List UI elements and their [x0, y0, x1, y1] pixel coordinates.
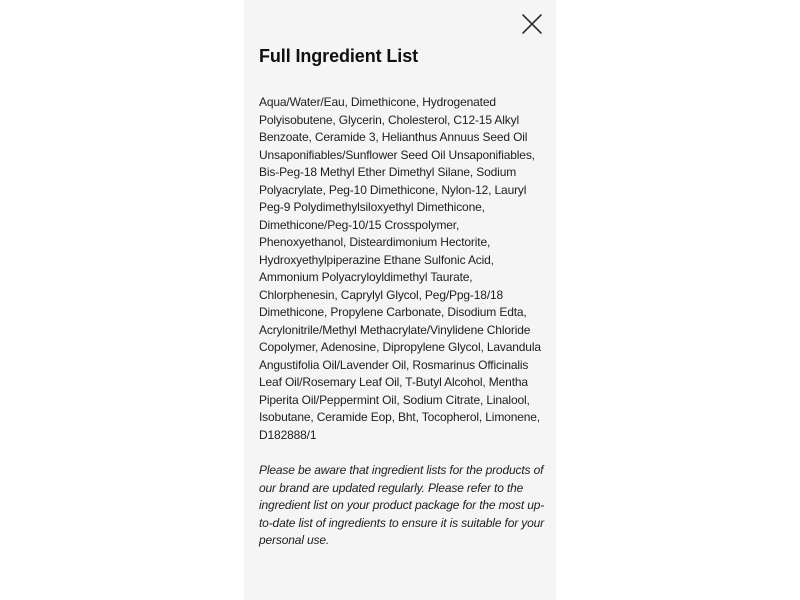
disclaimer-text: Please be aware that ingredient lists for the products of our brand are updated regularly. Please refer to the ingredient list on your product package for the most up-to-date list of ingredients to ensure it is suitable for your personal use. — [259, 463, 545, 547]
close-icon — [520, 12, 544, 36]
modal-title: Full Ingredient List — [259, 46, 418, 66]
ingredients-text: Aqua/Water/Eau, Dimethicone, Hydrogenated Polyisobutene, Glycerin, Cholesterol, C12-15 Alkyl Benzoate, Ceramide 3, Helianthus Annuus Seed Oil Unsaponifiables/Sunflower Seed Oil Unsaponifiables, Bis-Peg-18 Methyl Ether Dimethyl Silane, Sodium Polyacrylate, Peg-10 Dimethicone, Nylon-12, Lauryl Peg-9 Polydimethylsiloxyethyl Dimethicone, Dimethicone/Peg-10/15 Crosspolymer, Phenoxyethanol, Disteardimonium Hectorite, Hydroxyethylpiperazine Ethane Sulfonic Acid, Ammonium Polyacryloyldimethyl Taurate, Chlorphenesin, Caprylyl Glycol, Peg/Ppg-18/18 Dimethicone, Propylene Carbonate, Disodium Edta, Acrylonitrile/Methyl Methacrylate/Vinylidene Chloride Copolymer, Adenosine, Dipropylene Glycol, Lavandula Angustifolia Oil/Lavender Oil, Rosmarinus Officinalis Leaf Oil/Rosemary Leaf Oil, T-Butyl Alcohol, Mentha Piperita Oil/Peppermint Oil, Sodium Citrate, Linalool, Isobutane, Ceramide Eop, Bht, Tocopherol, Limonene, D182888/1 — [259, 95, 541, 442]
close-button[interactable] — [520, 12, 544, 36]
ingredient-list-modal — [244, 0, 556, 600]
